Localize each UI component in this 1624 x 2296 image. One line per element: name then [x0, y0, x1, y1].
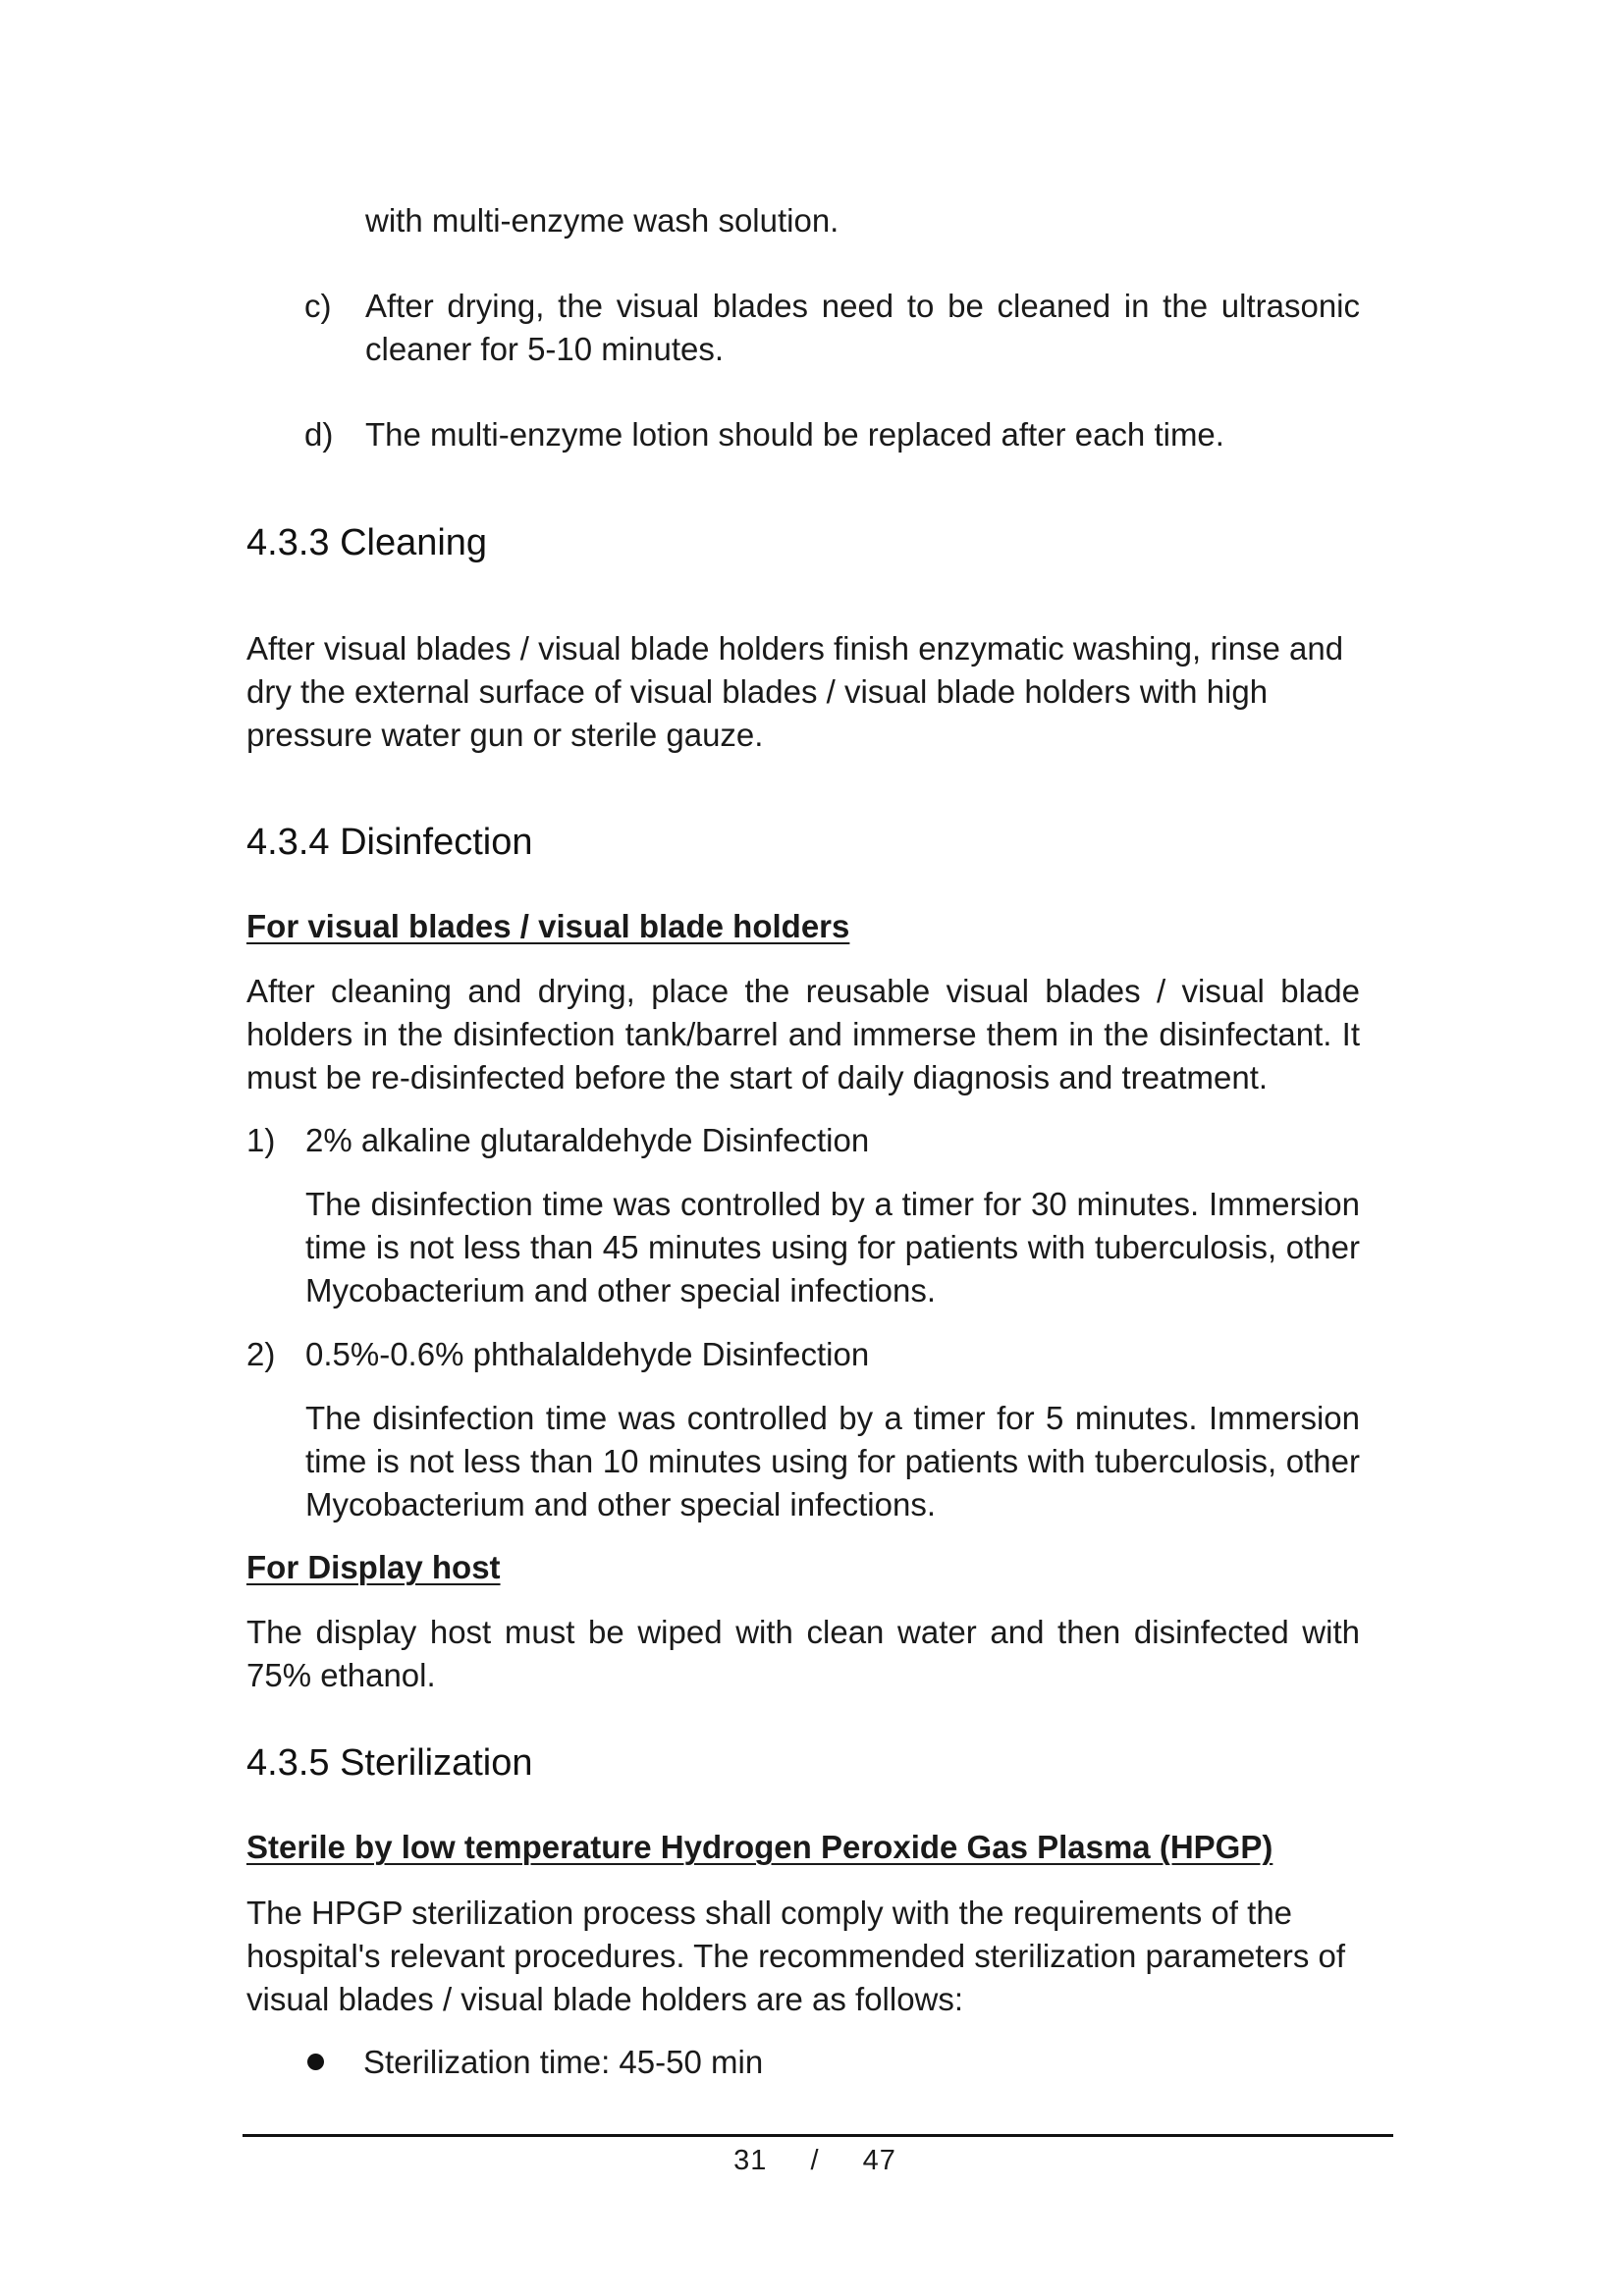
section-heading-disinfection: 4.3.4 Disinfection	[246, 822, 533, 863]
subheading-display-host: For Display host	[246, 1549, 501, 1585]
section-heading-sterilization: 4.3.5 Sterilization	[246, 1742, 533, 1784]
method-item-phthalaldehyde	[246, 1333, 1360, 1376]
list-marker: c)	[304, 288, 332, 324]
cleaning-body: After visual blades / visual blade holders finish enzymatic washing, rinse and dry the external surface of visual blades / visual blade holders with high pressure water gun or sterile gauze.	[246, 630, 1344, 753]
disinfection-blades-body: After cleaning and drying, place the reusable visual blades / visual blade holders in the disinfection tank/barrel and immerse them in the disinfectant. It must be re-disinfected before the start of daily diagnosis and treatment.	[246, 973, 1360, 1095]
method-detail-phthalaldehyde: The disinfection time was controlled by a timer for 5 minutes. Immersion time is not less than 10 minutes using for patients with tuberculosis, other Mycobacterium and other special infections.	[305, 1400, 1360, 1522]
section-heading-cleaning: 4.3.3 Cleaning	[246, 522, 488, 563]
footer-divider	[243, 2134, 1393, 2137]
list-item-c	[304, 285, 1360, 371]
method-item-glutaraldehyde	[246, 1119, 1360, 1162]
list-item-text: The multi-enzyme lotion should be replaced after each time.	[365, 416, 1224, 453]
list-marker: d)	[304, 416, 334, 453]
display-host-body: The display host must be wiped with clean water and then disinfected with 75% ethanol.	[246, 1614, 1360, 1693]
method-marker: 2)	[246, 1336, 276, 1372]
continuation-text: with multi-enzyme wash solution.	[365, 202, 839, 239]
sterilization-body: The HPGP sterilization process shall comply with the requirements of the hospital's relevant procedures. The recommended sterilization parameters of visual blades / visual blade holders are as follows:	[246, 1895, 1346, 2017]
method-title: 2% alkaline glutaraldehyde Disinfection	[305, 1122, 870, 1158]
page-number	[687, 2141, 943, 2180]
list-item-text: After drying, the visual blades need to be cleaned in the ultrasonic cleaner for 5-10 minutes.	[365, 288, 1360, 367]
method-marker: 1)	[246, 1122, 276, 1158]
bullet-text: Sterilization time: 45-50 min	[363, 2044, 764, 2080]
bullet-item-sterilization-time	[304, 2041, 1360, 2084]
method-detail-glutaraldehyde: The disinfection time was controlled by a timer for 30 minutes. Immersion time is not less than 45 minutes using for patients with tuberculosis, other Mycobacterium and other special infections.	[305, 1186, 1360, 1308]
method-title: 0.5%-0.6% phthalaldehyde Disinfection	[305, 1336, 870, 1372]
subheading-visual-blades: For visual blades / visual blade holders	[246, 908, 850, 944]
page-current: 31	[733, 2145, 768, 2176]
bullet-icon	[307, 2054, 324, 2070]
list-item-d	[304, 413, 1360, 456]
subheading-hpgp: Sterile by low temperature Hydrogen Peroxide Gas Plasma (HPGP)	[246, 1829, 1273, 1865]
page-total: 47	[862, 2145, 896, 2176]
page-separator: /	[810, 2145, 820, 2176]
